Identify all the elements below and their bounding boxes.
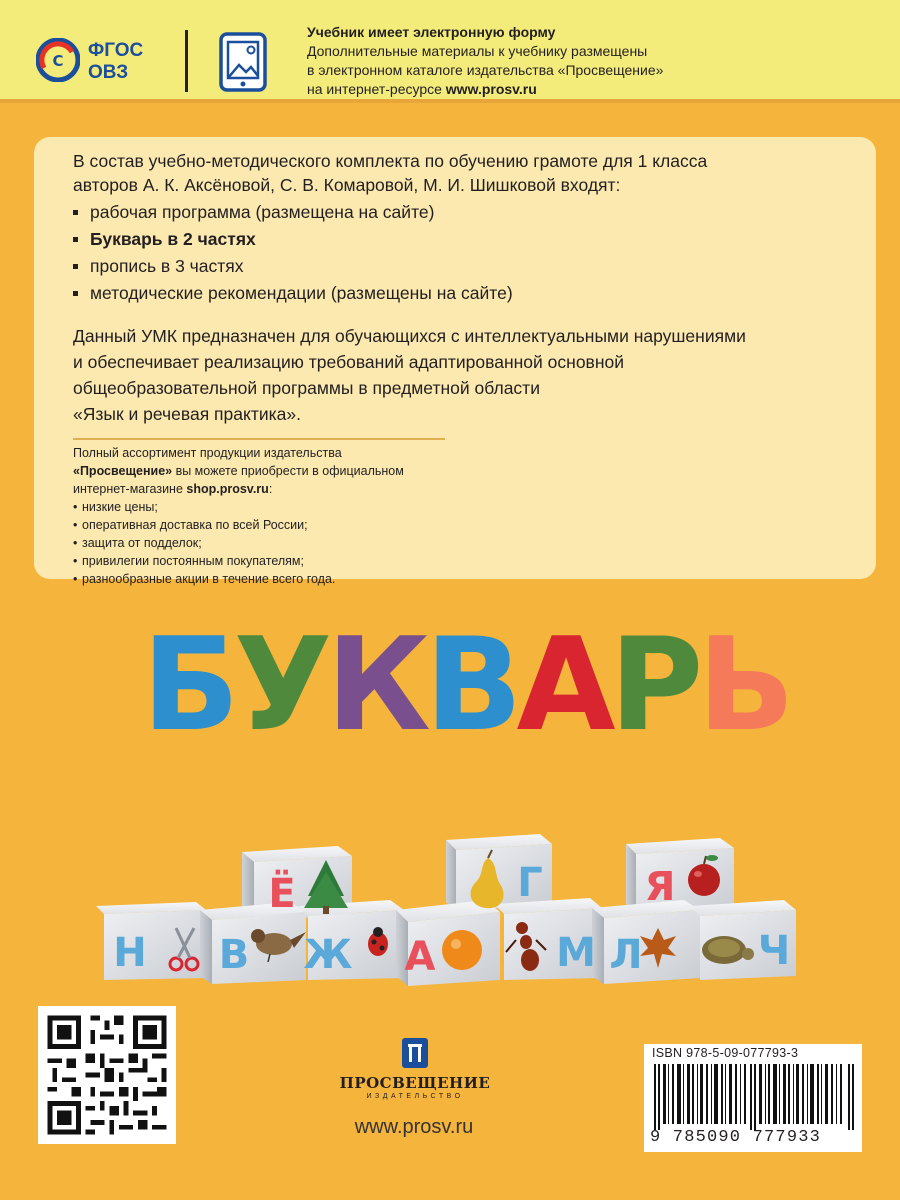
shop-line1: Полный ассортимент продукции издательства bbox=[73, 446, 342, 460]
publisher-url[interactable]: www.prosv.ru bbox=[354, 1116, 474, 1138]
kit-item-highlight: Букварь в 2 частях bbox=[73, 226, 513, 253]
shop-benefit: • привилегии постоянным покупателям; bbox=[73, 552, 404, 570]
shop-note bbox=[73, 444, 404, 588]
cube-letter: Л bbox=[609, 932, 643, 978]
shop-line3-suffix: : bbox=[268, 482, 273, 496]
eform-note bbox=[307, 23, 663, 99]
kit-desc-line1: Данный УМК предназначен для обучающихся с интеллектуальными нарушениями bbox=[73, 326, 746, 346]
kit-intro-line2: авторов А. К. Аксёновой, С. В. Комаровой, М. И. Шишковой входят: bbox=[73, 175, 621, 195]
fgos-line1: ФГОС bbox=[88, 40, 144, 61]
shop-brand: «Просвещение» bbox=[73, 464, 173, 478]
eform-line3 bbox=[307, 80, 663, 99]
shop-line2 bbox=[73, 462, 404, 480]
shop-benefits-list bbox=[73, 498, 404, 588]
isbn-label: ISBN 978-5-09-077793-3 bbox=[652, 1046, 799, 1060]
shop-line2-rest: вы можете приобрести в официальном bbox=[172, 464, 404, 478]
cube-letter: Г bbox=[517, 860, 543, 906]
fgos-emblem-icon bbox=[36, 38, 80, 82]
kit-item: методические рекомендации (размещены на сайте) bbox=[73, 280, 513, 307]
shop-line3-prefix: интернет-магазине bbox=[73, 482, 187, 496]
fgos-ovz-logo bbox=[36, 34, 162, 86]
kit-desc-line4: «Язык и речевая практика». bbox=[73, 404, 301, 424]
cube-letter: Ч bbox=[757, 928, 791, 974]
isbn-barcode-block bbox=[644, 1044, 862, 1152]
title-letter: В bbox=[424, 611, 517, 760]
eform-line3-prefix: на интернет-ресурсе bbox=[307, 81, 446, 97]
shop-benefit: • защита от подделок; bbox=[73, 534, 404, 552]
publisher-emblem-icon bbox=[400, 1036, 430, 1070]
shop-url[interactable]: shop.prosv.ru bbox=[186, 482, 269, 496]
cube-letter: Ё bbox=[268, 871, 296, 917]
svg-text:С: С bbox=[52, 52, 64, 70]
cube-letter: Ж bbox=[303, 932, 353, 978]
cube-letter: А bbox=[404, 934, 436, 980]
kit-description bbox=[73, 323, 746, 427]
fgos-line2: ОВЗ bbox=[88, 62, 129, 83]
shop-benefit: • разнообразные акции в течение всего года. bbox=[73, 570, 404, 588]
shop-benefit: • низкие цены; bbox=[73, 498, 404, 516]
eform-line2: в электронном каталоге издательства «Просвещение» bbox=[307, 62, 664, 78]
title-letter: А bbox=[516, 611, 610, 760]
kit-list bbox=[73, 199, 513, 307]
cube-letter: Я bbox=[644, 864, 676, 910]
publisher-name: ПРОСВЕЩЕНИЕ bbox=[339, 1074, 491, 1092]
kit-desc-line3: общеобразовательной программы в предметной области bbox=[73, 378, 540, 398]
info-panel bbox=[34, 137, 876, 586]
cube-letter: М bbox=[556, 930, 596, 976]
kit-intro bbox=[73, 149, 707, 197]
title-letter: Р bbox=[609, 611, 698, 760]
orange-icon bbox=[442, 930, 482, 970]
kit-item: пропись в 3 частях bbox=[73, 253, 513, 280]
eform-title: Учебник имеет электронную форму bbox=[307, 24, 556, 40]
letter-cubes-illustration bbox=[0, 820, 900, 1000]
book-title bbox=[142, 611, 789, 761]
cube-letter: Н bbox=[113, 930, 147, 976]
title-letter: Б bbox=[142, 611, 234, 760]
shop-line3 bbox=[73, 480, 404, 498]
panel-divider bbox=[73, 438, 445, 440]
kit-intro-line1: В состав учебно-методического комплекта по обучению грамоте для 1 класса bbox=[73, 151, 708, 171]
title-letter: Ь bbox=[697, 611, 789, 760]
publisher-subtitle: ИЗДАТЕЛЬСТВО bbox=[366, 1093, 464, 1100]
tablet-icon bbox=[217, 32, 269, 92]
shop-benefit: • оперативная доставка по всей России; bbox=[73, 516, 404, 534]
barcode bbox=[654, 1064, 854, 1130]
barcode-digits: 9 785090 777933 bbox=[650, 1128, 822, 1147]
qr-code[interactable] bbox=[38, 1006, 176, 1144]
eform-line1: Дополнительные материалы к учебнику размещены bbox=[307, 43, 648, 59]
eform-url[interactable]: www.prosv.ru bbox=[445, 81, 537, 97]
header-band bbox=[0, 0, 900, 103]
kit-desc-line2: и обеспечивает реализацию требований адаптированной основной bbox=[73, 352, 625, 372]
header-divider bbox=[185, 30, 188, 92]
kit-item: рабочая программа (размещена на сайте) bbox=[73, 199, 513, 226]
cube-letter: В bbox=[218, 932, 250, 978]
title-letter: У bbox=[233, 611, 327, 760]
title-letter: К bbox=[326, 611, 425, 760]
fgos-label bbox=[88, 40, 143, 84]
